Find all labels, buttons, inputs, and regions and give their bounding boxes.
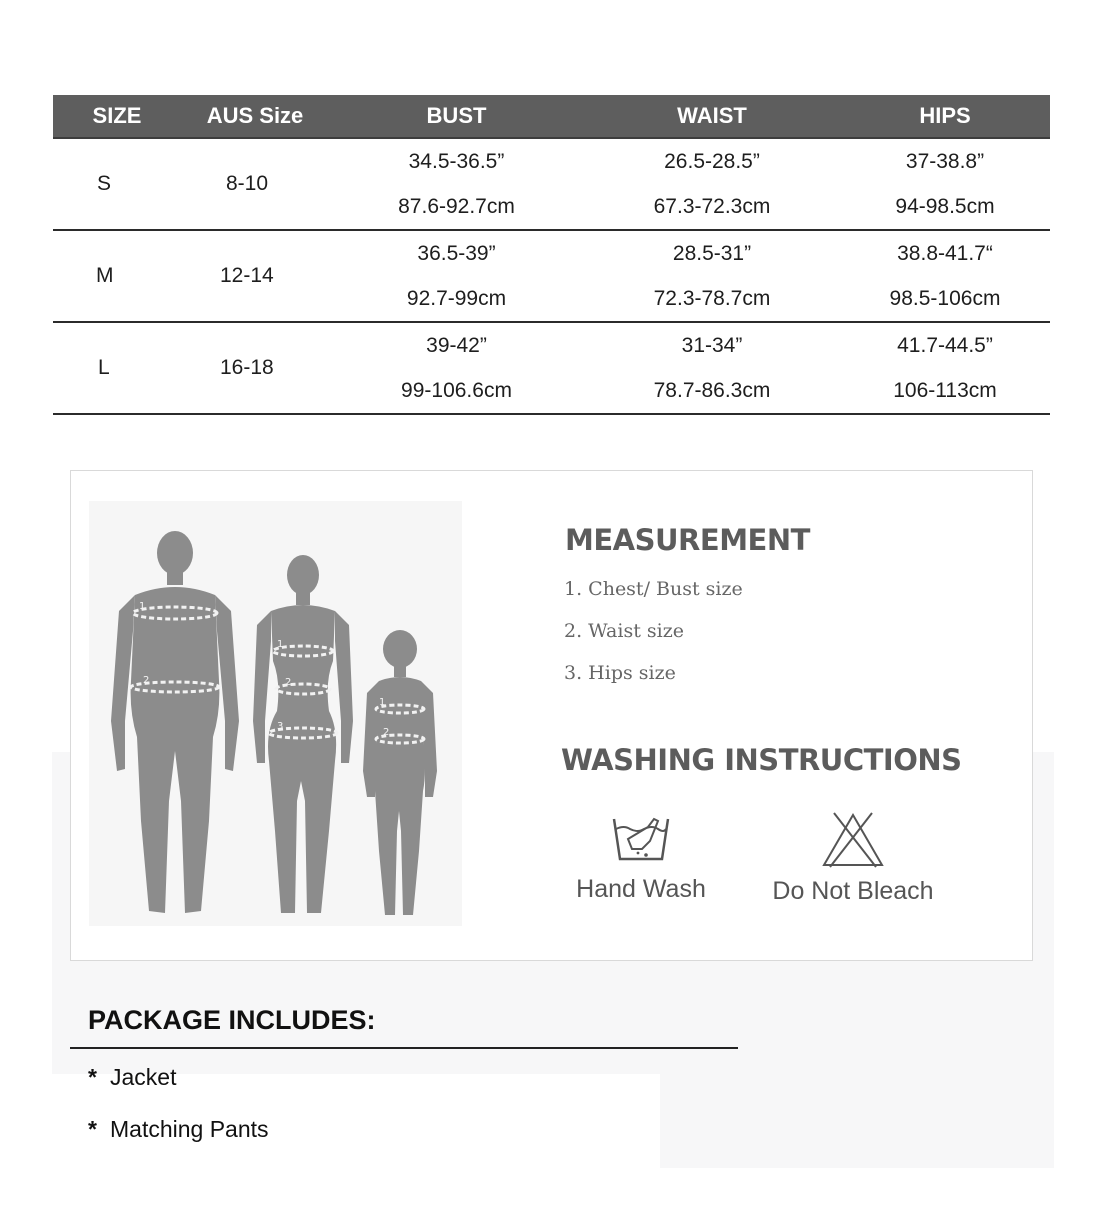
waist-inch-cell: 26.5-28.5” — [664, 149, 760, 173]
bullet-star: * — [88, 1116, 97, 1142]
man-figure-neck — [167, 571, 183, 585]
hand-wash-icon — [608, 811, 674, 867]
list-item: 2. Waist size — [564, 620, 684, 642]
bullet-star: * — [88, 1064, 97, 1090]
size-cell: L — [53, 322, 181, 414]
washing-instructions-title: WASHING INSTRUCTIONS — [561, 743, 962, 777]
package-divider — [70, 1047, 738, 1049]
man-waist-mark: 2 — [143, 675, 150, 686]
child-figure-neck — [394, 665, 406, 677]
bust-inch-cell: 39-42” — [426, 333, 487, 357]
hand-wash-care-symbol — [571, 811, 711, 904]
aus-size-cell: 12-14 — [181, 230, 329, 322]
aus-size-cell: 16-18 — [181, 322, 329, 414]
do-not-bleach-label: Do Not Bleach — [772, 877, 934, 905]
header-aus-size: AUS Size — [181, 95, 329, 138]
woman-figure-body — [268, 605, 336, 913]
child-chest-mark: 1 — [379, 697, 386, 708]
table-row — [53, 322, 1050, 368]
hips-cm-cell: 106-113cm — [840, 368, 1050, 414]
header-bust: BUST — [329, 95, 584, 138]
woman-figure-head — [287, 555, 319, 595]
size-cell: M — [53, 230, 181, 322]
bust-inch-cell: 34.5-36.5” — [408, 149, 505, 173]
measurement-panel — [70, 470, 1033, 961]
list-item: 1. Chest/ Bust size — [564, 578, 743, 600]
header-size: SIZE — [53, 95, 181, 138]
package-item-label: Matching Pants — [110, 1116, 269, 1142]
child-waist-mark: 2 — [383, 727, 390, 738]
table-row — [53, 230, 1050, 276]
header-waist: WAIST — [584, 95, 840, 138]
man-figure-body — [131, 587, 220, 913]
size-chart-table — [53, 95, 1050, 415]
waist-cm-cell: 72.3-78.7cm — [584, 276, 840, 322]
woman-bust-mark: 1 — [277, 639, 284, 650]
bust-inch-cell: 36.5-39” — [417, 241, 496, 265]
aus-size-cell: 8-10 — [181, 138, 329, 230]
table-header-row — [53, 95, 1050, 138]
body-figures-svg — [89, 501, 462, 926]
do-not-bleach-icon — [820, 811, 886, 869]
hips-inch-cell: 41.7-44.5” — [897, 333, 993, 357]
package-includes-title: PACKAGE INCLUDES: — [88, 1005, 376, 1035]
woman-waist-mark: 2 — [285, 677, 292, 688]
table-row — [53, 138, 1050, 184]
hips-cm-cell: 94-98.5cm — [840, 184, 1050, 230]
hand-wash-label: Hand Wash — [576, 875, 706, 903]
bust-cm-cell: 99-106.6cm — [329, 368, 584, 414]
woman-figure-right-arm — [335, 611, 353, 763]
woman-figure-neck — [296, 591, 310, 605]
do-not-bleach-care-symbol — [764, 811, 942, 906]
package-item-label: Jacket — [110, 1064, 177, 1090]
woman-hips-mark: 3 — [277, 721, 284, 732]
background-panel — [660, 1074, 1054, 1168]
hips-inch-cell: 38.8-41.7“ — [897, 241, 993, 265]
list-item — [88, 1064, 176, 1091]
measurement-list — [564, 574, 743, 700]
waist-cm-cell: 78.7-86.3cm — [584, 368, 840, 414]
measurement-title: MEASUREMENT — [565, 523, 810, 557]
waist-cm-cell: 67.3-72.3cm — [584, 184, 840, 230]
bust-cm-cell: 92.7-99cm — [329, 276, 584, 322]
man-figure-head — [157, 531, 193, 575]
body-measurement-illustration — [89, 501, 462, 926]
waist-inch-cell: 28.5-31” — [672, 241, 752, 265]
child-figure-head — [383, 630, 417, 668]
man-chest-mark: 1 — [139, 601, 146, 612]
hips-cm-cell: 98.5-106cm — [840, 276, 1050, 322]
hips-inch-cell: 37-38.8” — [905, 149, 985, 173]
list-item: 3. Hips size — [564, 662, 676, 684]
header-hips: HIPS — [840, 95, 1050, 138]
waist-inch-cell: 31-34” — [681, 333, 743, 357]
list-item — [88, 1116, 269, 1143]
size-cell: S — [53, 138, 181, 230]
bust-cm-cell: 87.6-92.7cm — [329, 184, 584, 230]
